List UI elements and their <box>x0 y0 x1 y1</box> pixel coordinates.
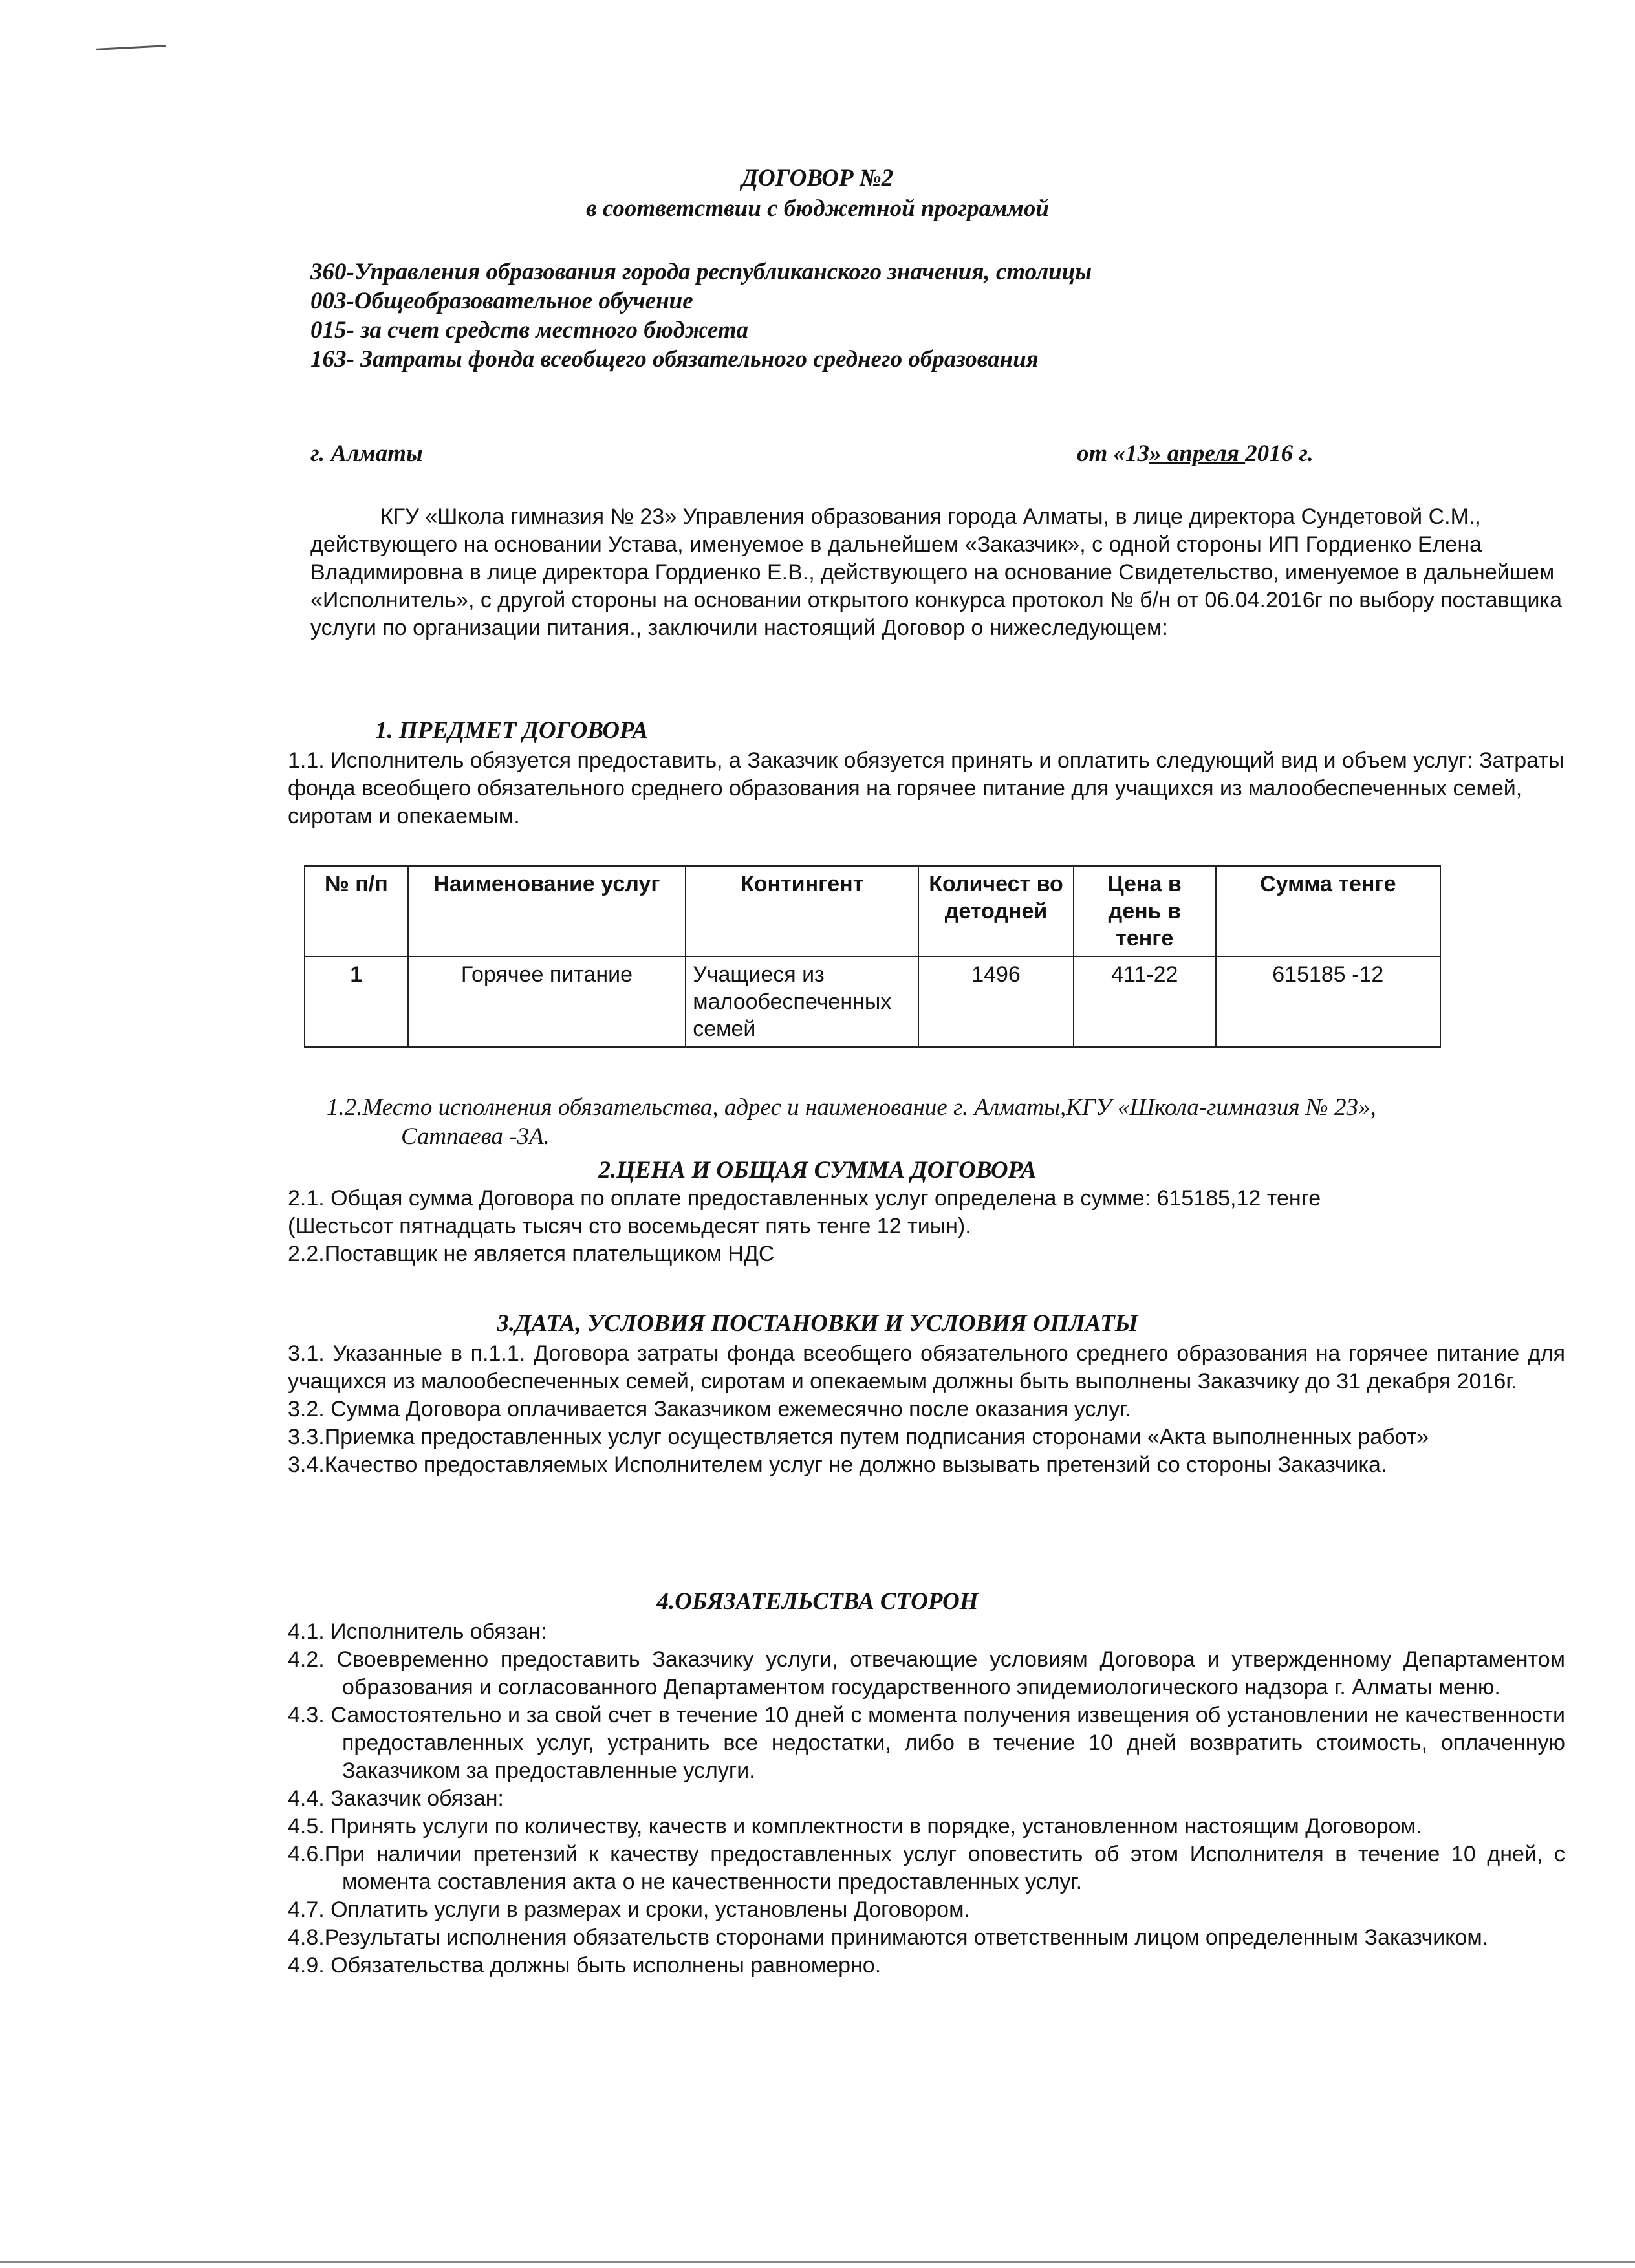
clause-1-2 <box>327 1093 1588 1151</box>
clause-1-2-line2: Сатпаева -3А. <box>401 1123 550 1150</box>
budget-line: 360-Управления образования города республиканского значения, столицы <box>310 259 1092 285</box>
budget-program-lines <box>310 257 1092 374</box>
clause-4-2: 4.2. Своевременно предоставить Заказчику услуги, отвечающие условиям Договора и утвержденному Департаментом образования и согласованного Департаментом государственного эпидемиологического надзора г. Алматы меню. <box>288 1647 1565 1700</box>
clause-4-4: 4.4. Заказчик обязан: <box>288 1786 504 1811</box>
cell-sum: 615185 -12 <box>1216 956 1440 1047</box>
col-header-service: Наименование услуг <box>408 866 686 956</box>
date-prefix: от «13 <box>1077 440 1150 467</box>
cell-service: Горячее питание <box>408 956 686 1047</box>
clause-2-2: 2.2.Поставщик не является плательщиком НДС <box>288 1242 775 1266</box>
col-header-sum: Сумма тенге <box>1216 866 1440 956</box>
clause-1-2-line1: 1.2.Место исполнения обязательства, адрес и наименование г. Алматы,КГУ «Школа-гимназия № 23», <box>327 1094 1376 1121</box>
clause-4-1: 4.1. Исполнитель обязан: <box>288 1619 547 1644</box>
scan-bottom-edge <box>0 2261 1635 2263</box>
clause-3-4: 3.4.Качество предоставляемых Исполнителем услуг не должно вызывать претензий со стороны Заказчика. <box>288 1453 1387 1477</box>
cell-quantity: 1496 <box>918 956 1074 1047</box>
budget-line: 015- за счет средств местного бюджета <box>310 317 749 343</box>
table-row <box>305 956 1440 1047</box>
section-3-body <box>288 1340 1565 1479</box>
col-header-price: Цена в день в тенге <box>1074 866 1216 956</box>
clause-4-3: 4.3. Самостоятельно и за свой счет в течение 10 дней с момента получения извещения об установлении не качественности предоставленных услуг, устранить все недостатки, либо в течение 10 дней возвратить стоимость, оплаченную Заказчиком за предоставленные услуги. <box>288 1703 1565 1783</box>
col-header-quantity: Количест во детодней <box>918 866 1074 956</box>
clause-2-1-amount-words: (Шестьсот пятнадцать тысяч сто восемьдесят пять тенге 12 тиын). <box>288 1214 971 1238</box>
cell-contingent: Учащиеся из малообеспеченных семей <box>686 956 918 1047</box>
document-title <box>0 164 1635 193</box>
budget-line: 163- Затраты фонда всеобщего обязательного среднего образования <box>310 346 1039 373</box>
section-1-title: 1. ПРЕДМЕТ ДОГОВОРА <box>375 717 649 744</box>
clause-1-1: 1.1. Исполнитель обязуется предоставить, а Заказчик обязуется принять и оплатить следующий вид и объем услуг: Затраты фонда всеобщего обязательного среднего образования на горячее питание для учащихся из малообеспеченных семей, сиротам и опекаемым. <box>288 748 1565 828</box>
section-4-body <box>288 1618 1565 1980</box>
date-month: » апреля <box>1149 440 1246 467</box>
clause-4-6: 4.6.При наличии претензий к качеству предоставленных услуг оповестить об этом Исполнителя в течение 10 дней, с момента составления акта о не качественности предоставленных услуг. <box>288 1842 1565 1894</box>
clause-4-9: 4.9. Обязательства должны быть исполнены равномерно. <box>288 1953 882 1978</box>
preamble-paragraph: КГУ «Школа гимназия № 23» Управления образования города Алматы, в лице директора Сундетовой С.М., действующего на основании Устава, именуемое в дальнейшем «Заказчик», с одной стороны ИП Гордиенко Елена Владимировна в лице директора Гордиенко Е.В., действующего на основание Свидетельство, именуемое в дальнейшем «Исполнитель», с другой стороны на основании открытого конкурса протокол № б/н от 06.04.2016г по выбору поставщика услуги по организации питания., заключили настоящий Договор о нижеследующем: <box>310 504 1563 640</box>
scan-artifact-mark <box>96 45 166 50</box>
clause-3-1: 3.1. Указанные в п.1.1. Договора затраты фонда всеобщего обязательного среднего образования на горячее питание для учащихся из малообеспеченных семей, сиротам и опекаемым должны быть выполнены Заказчику до 31 декабря 2016г. <box>288 1341 1565 1394</box>
clause-4-7: 4.7. Оплатить услуги в размерах и сроки, установлены Договором. <box>288 1897 970 1922</box>
section-2-body <box>288 1185 1588 1268</box>
date-year: 2016 г. <box>1245 440 1314 467</box>
clause-3-2: 3.2. Сумма Договора оплачивается Заказчиком ежемесячно после оказания услуг. <box>288 1397 1131 1421</box>
clause-4-5: 4.5. Принять услуги по количеству, качеств и комплектности в порядке, установленном настоящим Договором. <box>288 1814 1422 1839</box>
services-table <box>304 865 1441 1048</box>
document-subtitle: в соответствии с бюджетной программой <box>586 195 1049 222</box>
section-4-title: 4.ОБЯЗАТЕЛЬСТВА СТОРОН <box>656 1588 979 1615</box>
clause-4-8: 4.8.Результаты исполнения обязательств сторонами принимаются ответственным лицом определенным Заказчиком. <box>288 1925 1489 1950</box>
col-header-number: № п/п <box>305 866 408 956</box>
document-title-text: ДОГОВОР №2 <box>741 165 894 191</box>
cell-price: 411-22 <box>1074 956 1216 1047</box>
budget-line: 003-Общеобразовательное обучение <box>310 288 693 314</box>
cell-number: 1 <box>305 956 408 1047</box>
section-2-title: 2.ЦЕНА И ОБЩАЯ СУММА ДОГОВОРА <box>598 1157 1037 1183</box>
section-3-title: 3.ДАТА, УСЛОВИЯ ПОСТАНОВКИ И УСЛОВИЯ ОПЛАТЫ <box>497 1310 1138 1337</box>
table-header-row <box>305 866 1440 956</box>
contract-date <box>1077 440 1314 468</box>
clause-2-1: 2.1. Общая сумма Договора по оплате предоставленных услуг определена в сумме: 615185,12 тенге <box>288 1186 1321 1211</box>
clause-3-3: 3.3.Приемка предоставленных услуг осуществляется путем подписания сторонами «Акта выполненных работ» <box>288 1425 1429 1449</box>
col-header-contingent: Контингент <box>686 866 918 956</box>
contract-city: г. Алматы <box>310 440 423 467</box>
